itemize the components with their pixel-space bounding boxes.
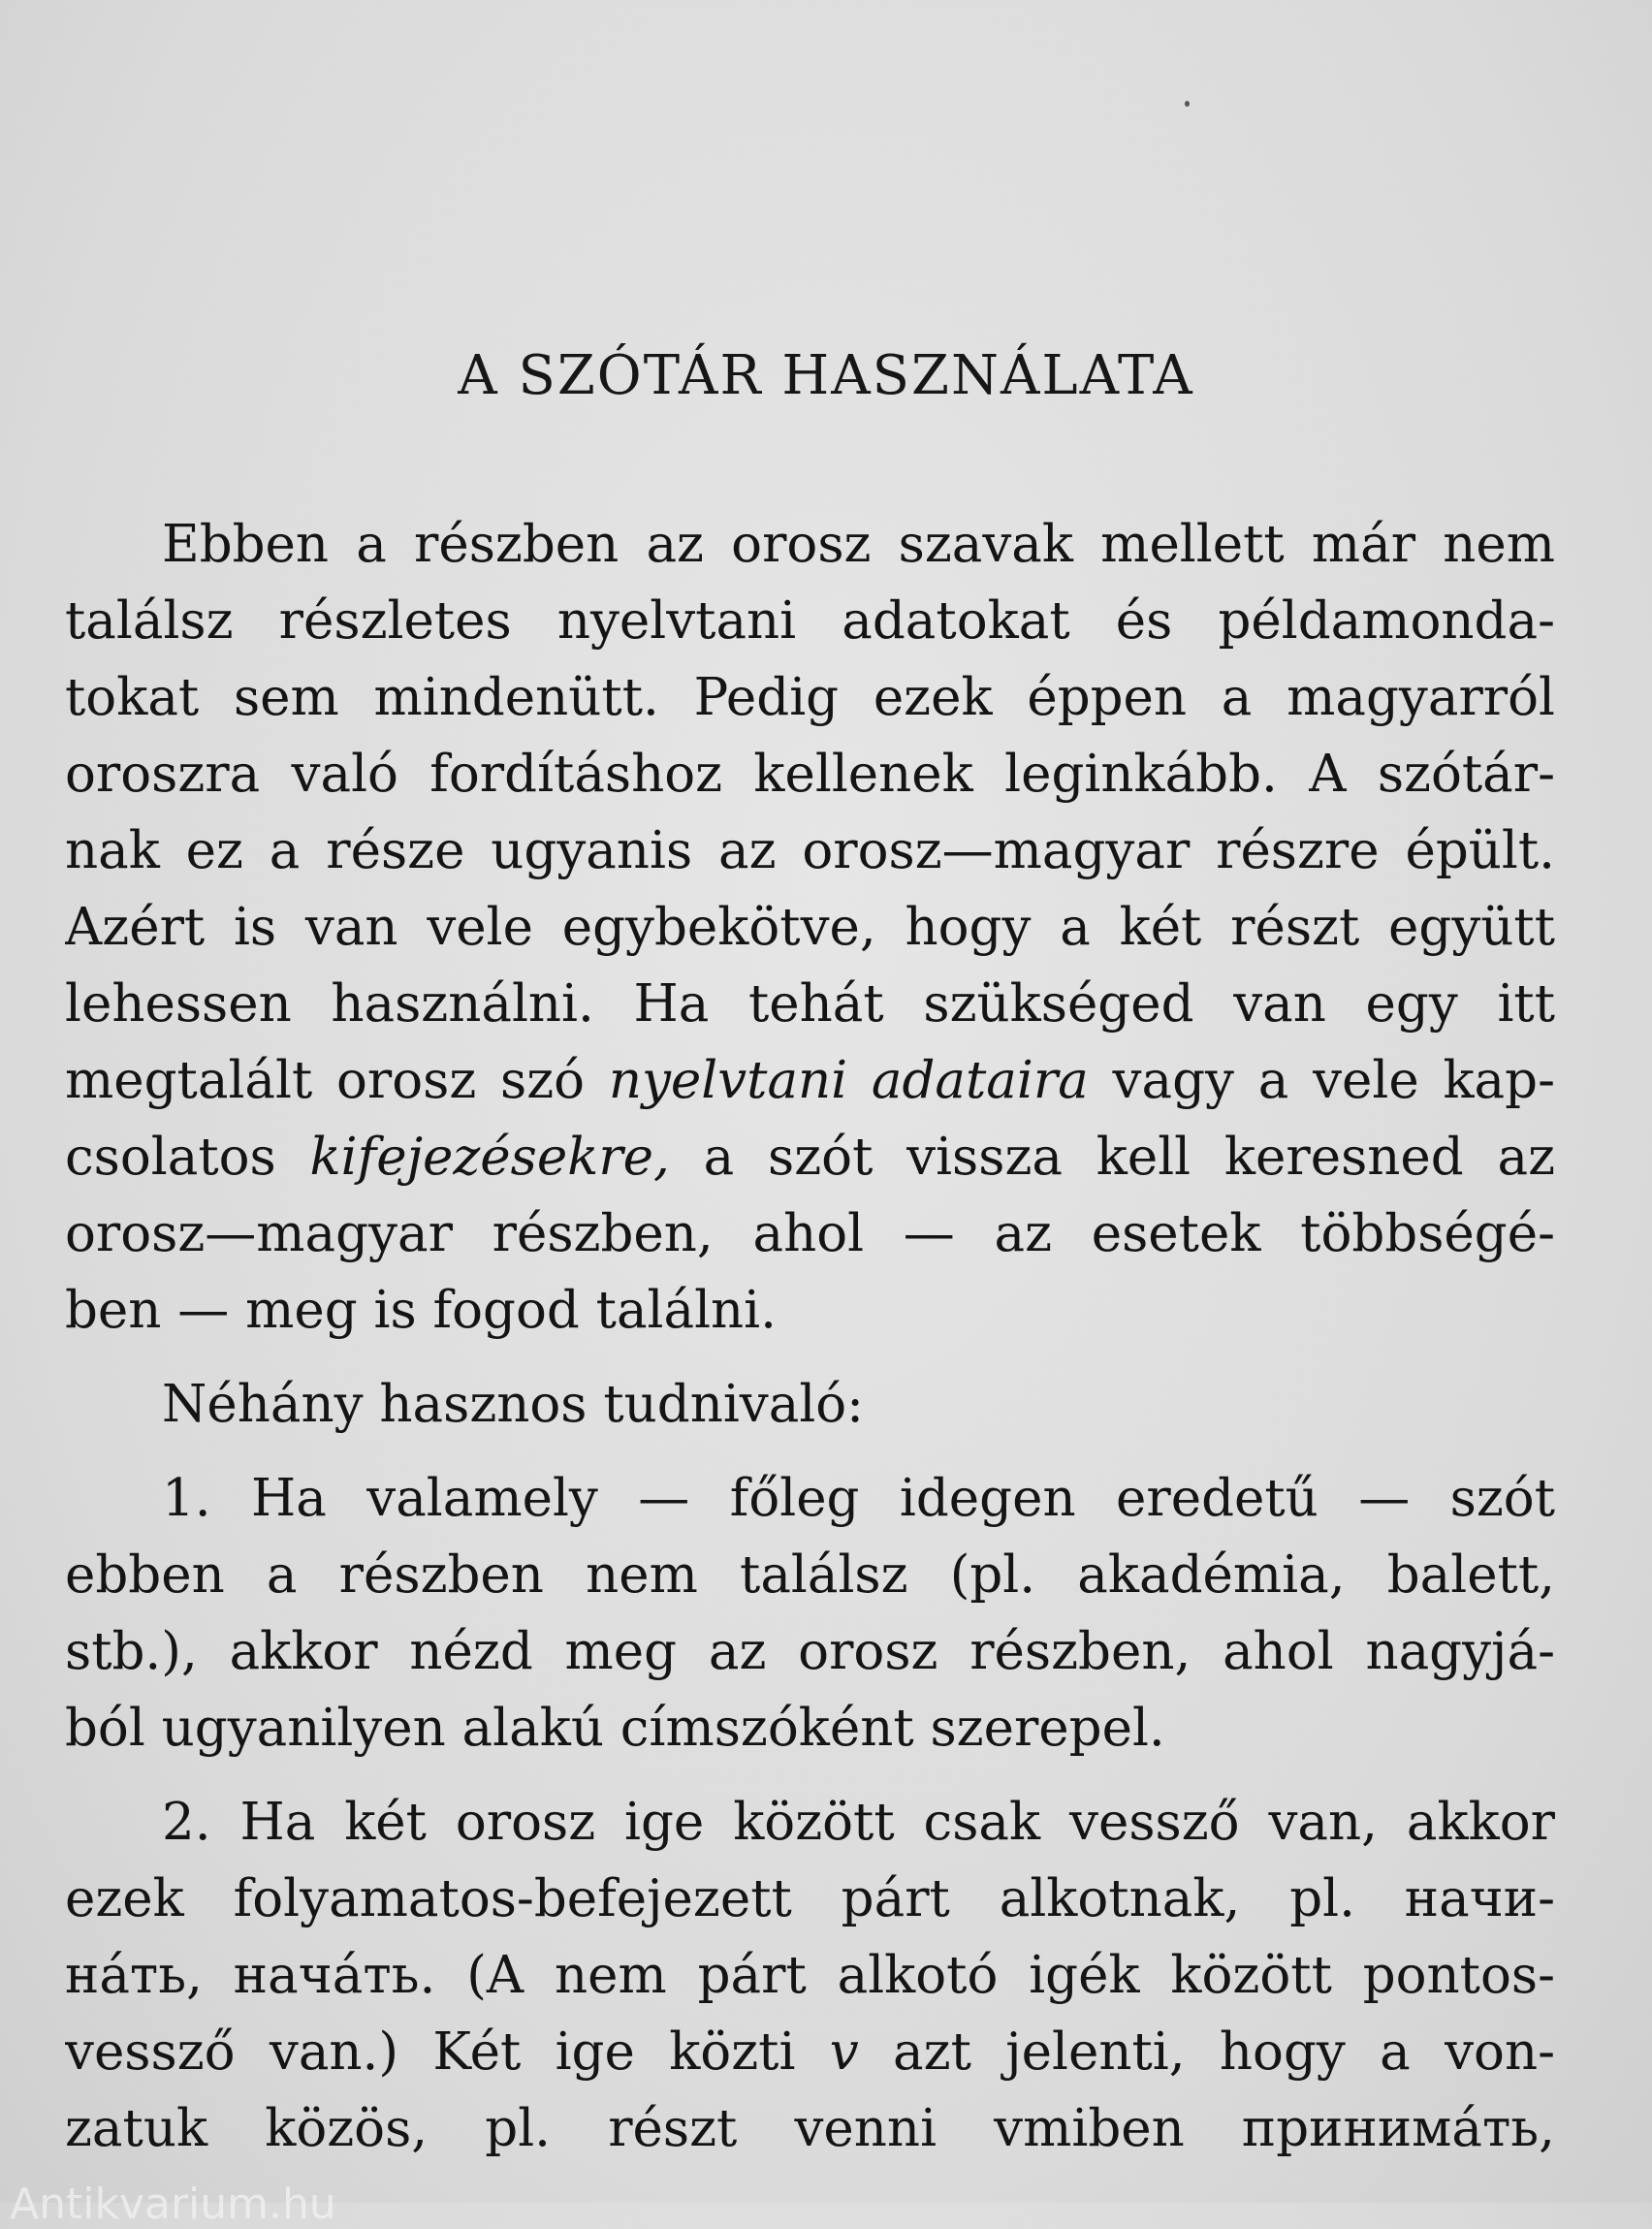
watermark: Antikvarium.hu (10, 2180, 336, 2229)
text-line: orosz—magyar részben, ahol — az esetek többségé- (65, 1204, 1555, 1263)
list-item-2-line: 2. Ha két orosz ige között csak vessző van, akkor (162, 1793, 1555, 1852)
page-title: A SZÓTÁR HASZNÁLATA (458, 344, 1194, 407)
subheading: Néhány hasznos tudnivaló: (162, 1375, 865, 1434)
text-line: lehessen használni. Ha tehát szükséged van egy itt (65, 974, 1555, 1034)
text-line: találsz részletes nyelvtani adatokat és példamonda- (65, 591, 1555, 651)
list-item-2-line: на́ть, нача́ть. (A nem párt alkotó igék között pontos- (65, 1946, 1555, 2005)
list-item-2-line: ezek folyamatos-befejezett párt alkotnak, pl. начи- (65, 1869, 1555, 1928)
italic-term: nyelvtani adataira (608, 1051, 1089, 1110)
text-line: Azért is van vele egybekötve, hogy a két részt együtt (65, 898, 1555, 957)
list-item-1-line: stb.), akkor nézd meg az orosz részben, ahol nagyjá- (65, 1622, 1555, 1681)
text-line: megtalált orosz szó nyelvtani adataira vagy a vele kap- (65, 1051, 1555, 1110)
list-item-1-line: ból ugyanilyen alakú címszóként szerepel. (65, 1699, 1165, 1758)
italic-term: v (829, 2022, 859, 2082)
text-line: tokat sem mindenütt. Pedig ezek éppen a magyarról (65, 668, 1555, 727)
list-item-2-line: zatuk közös, pl. részt venni vmiben принима́ть, (65, 2099, 1555, 2158)
ink-speck (1185, 101, 1190, 107)
text-line: oroszra való fordításhoz kellenek leginkább. A szótár- (65, 745, 1555, 804)
list-item-1-line: 1. Ha valamely — főleg idegen eredetű — szót (162, 1469, 1555, 1528)
list-item-2-line: vessző van.) Két ige közti v azt jelenti, hogy a von- (65, 2022, 1555, 2082)
body-text (65, 506, 1555, 2167)
text-line: nak ez a része ugyanis az orosz—magyar részre épült. (65, 821, 1555, 880)
text-line: ben — meg is fogod találni. (65, 1281, 777, 1340)
text-line: Ebben a részben az orosz szavak mellett már nem (162, 515, 1555, 574)
italic-term: kifejezésekre, (309, 1128, 670, 1187)
text-line: csolatos kifejezésekre, a szót vissza kell keresned az (65, 1128, 1555, 1187)
list-item-1-line: ebben a részben nem találsz (pl. akadémia, balett, (65, 1545, 1555, 1605)
